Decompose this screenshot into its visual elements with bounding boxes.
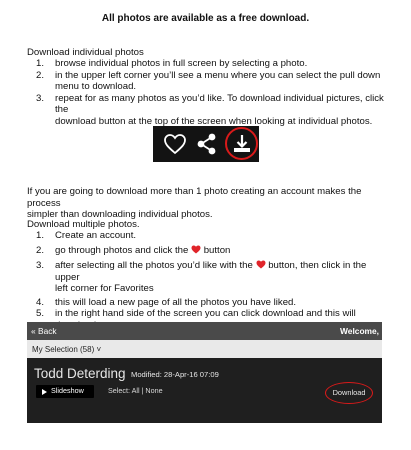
welcome-label: Welcome,: [340, 326, 379, 336]
back-link[interactable]: « Back: [31, 326, 57, 336]
list-item: 4. this will load a new page of all the photos you have liked.: [36, 296, 297, 308]
list-item: 2. go through photos and click the button: [36, 244, 231, 256]
select-all-none[interactable]: Select: All | None: [108, 386, 163, 395]
list-item: 2. in the upper left corner you’ll see a menu where you can select the pull down menu to download.: [36, 69, 381, 92]
list-item: 1. Create an account.: [36, 230, 137, 241]
selection-bar: [27, 340, 382, 358]
download-button[interactable]: Download: [325, 382, 373, 404]
account-name: Todd Deterding: [34, 366, 126, 381]
heart-icon: [256, 260, 266, 269]
individual-steps: [27, 58, 387, 127]
play-icon: [42, 389, 47, 395]
photo-action-bar: [153, 126, 259, 162]
download-highlight-ring: [225, 127, 258, 160]
list-item: 3. repeat for as many photos as you’d like. To download individual pictures, click the download button at the top of the screen when looking at individual photos.: [36, 92, 384, 127]
page-title: All photos are available as a free download.: [101, 13, 310, 24]
list-item: 3. after selecting all the photos you’d like with the button, then click in the upper left corner for Favorites: [36, 260, 367, 294]
individual-heading: Download individual photos: [27, 47, 144, 58]
share-icon[interactable]: [194, 131, 220, 157]
account-note: If you are going to download more than 1 photo creating an account makes the process simpler than downloading individual photos.: [27, 186, 362, 220]
selection-page-screenshot: [27, 322, 382, 423]
heart-icon: [191, 245, 201, 254]
list-item: 5. in the right hand side of the screen you can click download and this will: [36, 308, 356, 319]
multiple-heading: Download multiple photos.: [27, 219, 140, 230]
heart-outline-icon[interactable]: [162, 131, 188, 157]
top-bar: [27, 322, 382, 340]
list-item: 1. browse individual photos in full screen by selecting a photo.: [36, 58, 308, 69]
selection-dropdown[interactable]: My Selection (58) ˅: [32, 345, 102, 354]
modified-date: Modified: 28-Apr-16 07:09: [131, 370, 219, 379]
slideshow-button[interactable]: Slideshow: [36, 385, 94, 398]
